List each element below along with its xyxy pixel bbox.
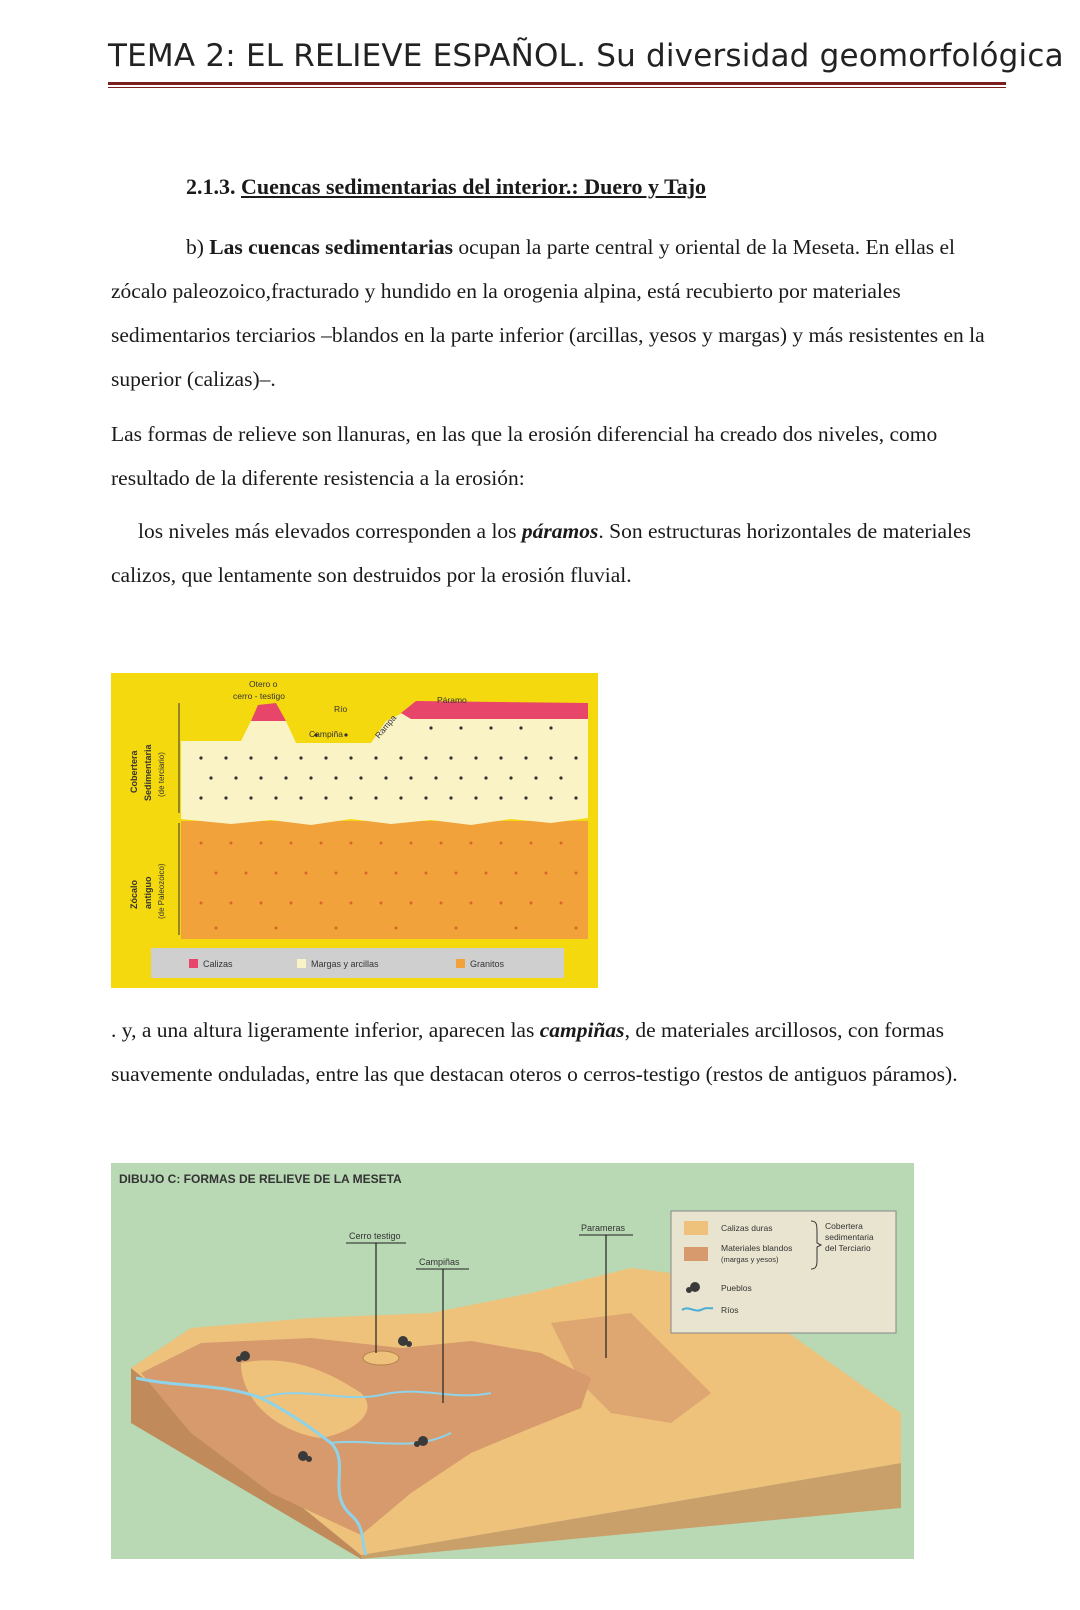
legend-materiales-2: (margas y yesos) xyxy=(721,1255,779,1264)
legend-materiales-1: Materiales blandos xyxy=(721,1243,793,1253)
campinas-label: Campiñas xyxy=(419,1257,460,1267)
legend-rios: Ríos xyxy=(721,1305,739,1315)
p3-text-b: . Son estructuras horizontales de materiales calizos, que lentamente son destruidos por la erosión fluvial. xyxy=(111,519,971,587)
section-heading xyxy=(186,174,706,200)
cerro-testigo-mound xyxy=(363,1351,399,1365)
legend-cobertera-3: del Terciario xyxy=(825,1243,871,1253)
paragraph-campinas xyxy=(111,1008,1016,1096)
cobertera-label-3: (de terciario) xyxy=(157,752,166,797)
p1-bold: Las cuencas sedimentarias xyxy=(209,235,453,259)
otero-label-1: Otero o xyxy=(249,679,278,689)
zocalo-label-1: Zócalo xyxy=(129,879,139,909)
page-title: TEMA 2: EL RELIEVE ESPAÑOL. Su diversidad geomorfológica xyxy=(108,38,1064,74)
paragraph-cuencas xyxy=(111,225,1016,401)
legend-cobertera-1: Cobertera xyxy=(825,1221,863,1231)
legend-swatch-granitos xyxy=(456,959,465,968)
legend-granitos: Granitos xyxy=(470,959,505,969)
section-title: Cuencas sedimentarias del interior.: Duero y Tajo xyxy=(241,174,707,199)
zocalo-label-2: antiguo xyxy=(143,876,153,909)
p3-emphasis: páramos xyxy=(521,519,599,543)
diagram-title: DIBUJO C: FORMAS DE RELIEVE DE LA MESETA xyxy=(119,1172,402,1186)
p1-text: ocupan la parte central y oriental de la Meseta. En ellas el zócalo paleozoico,fracturado y hundido en la orogenia alpina, está recubierto por materiales sedimentarios terciarios –blandos en la parte inferior (arcillas, yesos y margas) y más resistentes en la superior (calizas)–. xyxy=(111,235,985,391)
paragraph-formas: Las formas de relieve son llanuras, en las que la erosión diferencial ha creado dos niveles, como resultado de la diferente resistencia a la erosión: xyxy=(111,422,938,490)
paramo-label: Páramo xyxy=(437,695,467,705)
legend-cobertera-2: sedimentaria xyxy=(825,1232,874,1242)
rio-label: Río xyxy=(334,704,348,714)
parameras-label: Parameras xyxy=(581,1223,626,1233)
legend-calizas: Calizas duras xyxy=(721,1223,773,1233)
p4-text-a: . y, a una altura ligeramente inferior, aparecen las xyxy=(111,1018,540,1042)
legend-swatch-calizas xyxy=(684,1221,708,1235)
p4-emphasis: campiñas xyxy=(539,1018,625,1042)
cobertera-label-2: Sedimentaria xyxy=(143,744,153,801)
meseta-block-diagram xyxy=(111,1163,914,1559)
p3-text-a: los niveles más elevados corresponden a los xyxy=(138,519,522,543)
legend-swatch-materiales xyxy=(684,1247,708,1261)
legend-pueblos: Pueblos xyxy=(721,1283,752,1293)
legend-margas: Margas y arcillas xyxy=(311,959,379,969)
page-header xyxy=(108,38,1064,74)
cross-section-diagram xyxy=(111,673,598,988)
legend-swatch-calizas xyxy=(189,959,198,968)
cobertera-label-1: Cobertera xyxy=(129,750,139,793)
granitos-layer xyxy=(181,821,588,939)
zocalo-label-3: (de Paleozoico) xyxy=(157,863,166,919)
legend-swatch-margas xyxy=(297,959,306,968)
section-number: 2.1.3. xyxy=(186,174,236,199)
header-rule-thin xyxy=(108,87,1006,88)
otero-label-2: cerro - testigo xyxy=(233,691,285,701)
paragraph-paramos xyxy=(111,509,1016,597)
p1-lead: b) xyxy=(186,235,210,259)
paramo-calizas xyxy=(401,701,588,719)
legend-calizas: Calizas xyxy=(203,959,233,969)
header-rule xyxy=(108,82,1006,85)
rampa-label: Rampa xyxy=(372,712,399,741)
campina-label: Campiña xyxy=(309,729,344,739)
cerro-label: Cerro testigo xyxy=(349,1231,401,1241)
p4-text-b: , de materiales arcillosos, con formas suavemente onduladas, entre las que destacan oteros o cerros-testigo (restos de antiguos páramos). xyxy=(111,1018,958,1086)
